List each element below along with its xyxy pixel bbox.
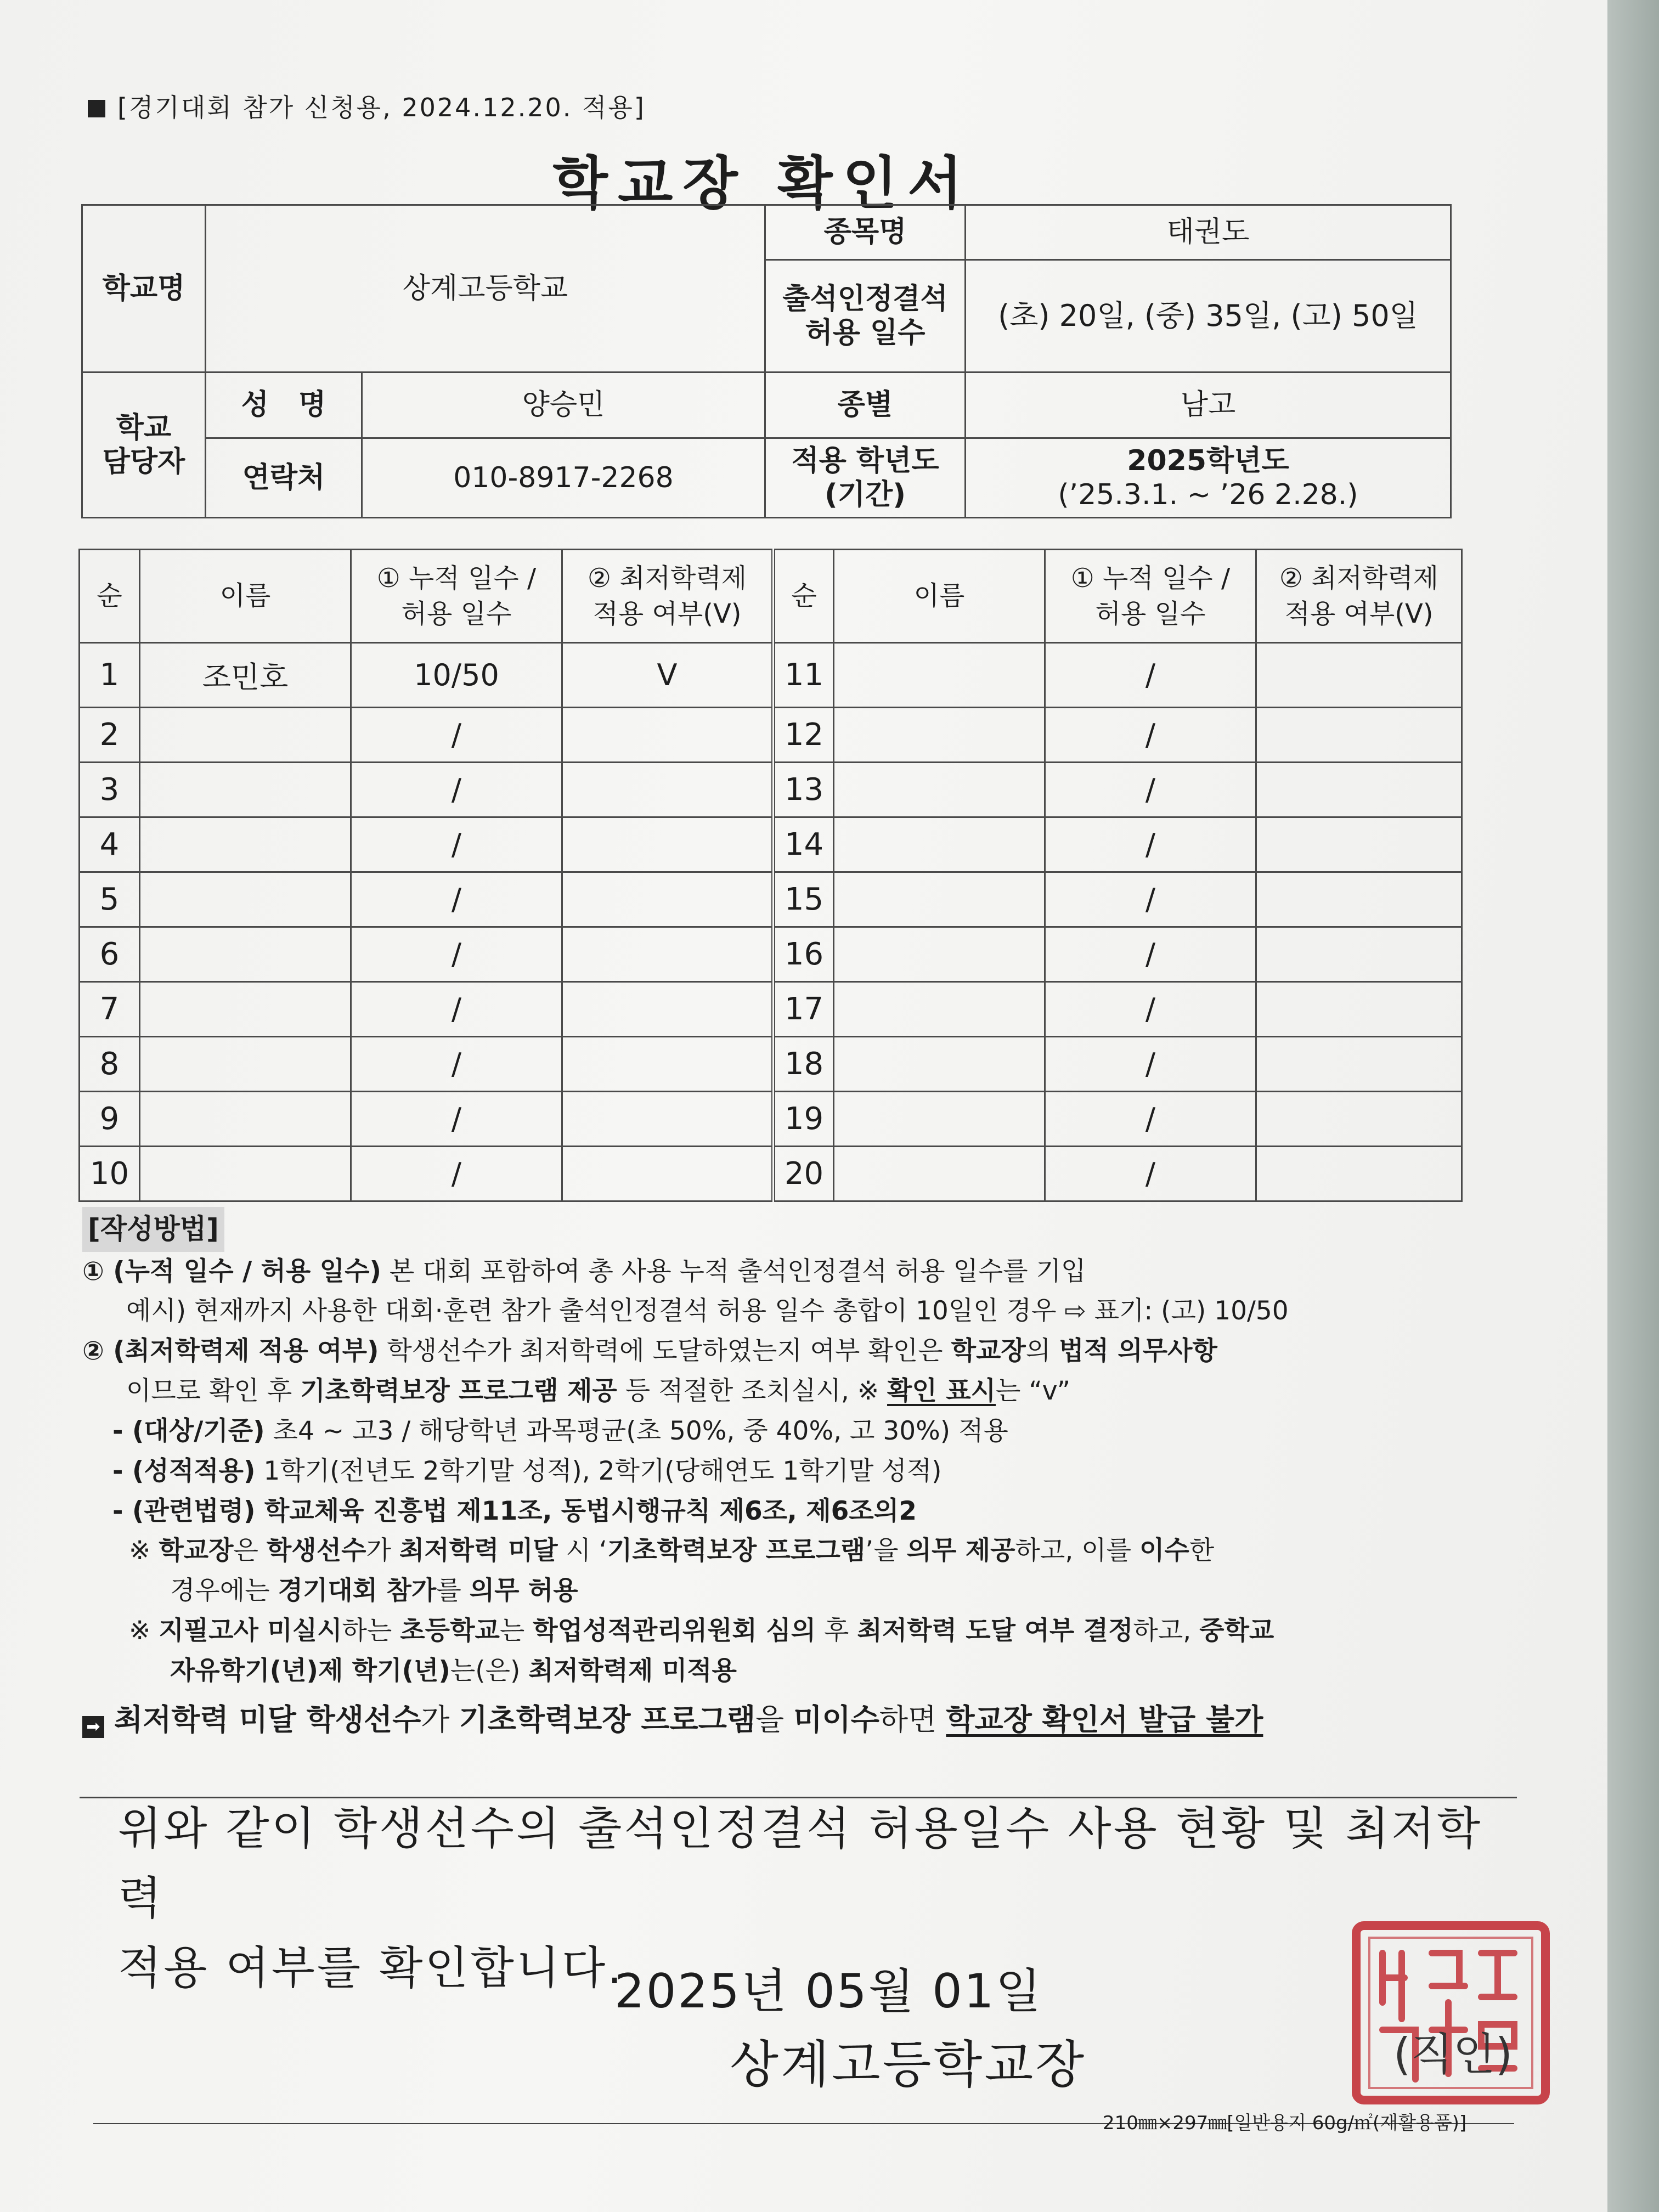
- manager-name-value: 양승민: [362, 373, 765, 438]
- table-row: [80, 1147, 1462, 1201]
- guide-text: 한: [1189, 1536, 1215, 1566]
- school-year-cell: [966, 438, 1451, 518]
- student-name: [834, 708, 1045, 763]
- min-academic-check: [1256, 763, 1462, 817]
- student-name: [140, 1037, 351, 1092]
- student-list-table: [78, 549, 1463, 1202]
- row-number: 14: [774, 817, 834, 872]
- header-min-right: ② 최저학력제 적용 여부(V): [1256, 550, 1462, 643]
- manager-contact-label: 연락처: [206, 438, 362, 518]
- row-number: 11: [774, 643, 834, 708]
- guide-bold: 학교체육 진흥법 제11조, 동법시행규칙 제6조, 제6조의2: [255, 1496, 917, 1526]
- accumulated-days: 10/50: [351, 643, 562, 708]
- accumulated-days: /: [1045, 1092, 1256, 1147]
- min-academic-check: [562, 1037, 774, 1092]
- accumulated-days: /: [1045, 927, 1256, 982]
- accumulated-days: /: [351, 708, 562, 763]
- accumulated-days: /: [1045, 872, 1256, 927]
- min-academic-check: [562, 872, 774, 927]
- min-academic-check: [1256, 982, 1462, 1037]
- guide-text: 가: [421, 1702, 459, 1737]
- guide-bold: 경기대회 참가: [278, 1576, 437, 1606]
- guide-text: ’을: [865, 1536, 907, 1566]
- student-list-body: [80, 550, 1462, 1201]
- guide-text: 경우에는: [170, 1576, 278, 1606]
- guide-bold: 미이수: [793, 1702, 879, 1737]
- guide-text: 등 적절한 조치실시, ※: [617, 1376, 888, 1407]
- min-academic-check: V: [562, 643, 774, 708]
- guide-text: 하면: [879, 1702, 946, 1737]
- accumulated-days: /: [1045, 1037, 1256, 1092]
- accumulated-days: /: [351, 872, 562, 927]
- guide-item-2-line-2: [82, 1372, 1520, 1412]
- min-academic-check: [562, 982, 774, 1037]
- guide-text: 을: [755, 1702, 794, 1737]
- guide-bold: 기초학력보장 프로그램: [459, 1702, 756, 1737]
- row-number: 20: [774, 1147, 834, 1201]
- row-number: 15: [774, 872, 834, 927]
- guide-text: 시 ‘: [557, 1536, 607, 1566]
- confirmation-line-1: 위와 같이 학생선수의 출석인정결석 허용일수 사용 현황 및 최저학력: [118, 1803, 1483, 1925]
- paper-spec: 210㎜×297㎜[일반용지 60g/㎡(재활용품)]: [1103, 2112, 1467, 2134]
- allowed-days-label: 출석인정결석 허용 일수: [765, 260, 966, 373]
- guide-item-1-title: ① (누적 일수 / 허용 일수): [82, 1256, 381, 1286]
- row-number: 3: [80, 763, 140, 817]
- row-number: 8: [80, 1037, 140, 1092]
- student-name: [834, 817, 1045, 872]
- manager-label: 학교 담당자: [82, 373, 206, 518]
- guide-item-2-text: 학생선수가 최저학력에 도달하였는지 여부 확인은: [379, 1336, 951, 1367]
- min-academic-check: [562, 1147, 774, 1201]
- table-row: [80, 763, 1462, 817]
- student-name: [140, 927, 351, 982]
- guide-bold: 지필고사 미실시: [159, 1616, 342, 1646]
- guide-bold: 최저학력제 미적용: [528, 1655, 737, 1686]
- guide-text: 하는: [342, 1616, 400, 1646]
- min-academic-check: [1256, 927, 1462, 982]
- school-label: 학교명: [82, 205, 206, 373]
- min-academic-check: [1256, 1092, 1462, 1147]
- row-number: 12: [774, 708, 834, 763]
- guide-item-2-bold-2: 법적 의무사항: [1059, 1336, 1217, 1367]
- guide-final-warning: [82, 1697, 1520, 1743]
- guide-item-1-example: 예시) 현재까지 사용한 대회·훈련 참가 출석인정결석 허용 일수 총합이 10일인 경우 ⇨ 표기: (고) 10/50: [126, 1296, 1289, 1327]
- accumulated-days: /: [351, 1092, 562, 1147]
- header-name-right: 이름: [834, 550, 1045, 643]
- guide-item-1-text: 본 대회 포함하여 총 사용 누적 출석인정결석 허용 일수를 기입: [381, 1256, 1086, 1286]
- guide-text: 1학기(전년도 2학기말 성적), 2학기(당해연도 1학기말 성적): [255, 1455, 942, 1486]
- writing-guide: [82, 1207, 1520, 1742]
- student-name: [834, 927, 1045, 982]
- guide-bold: 기초학력보장 프로그램: [607, 1536, 866, 1566]
- accumulated-days: /: [1045, 1147, 1256, 1201]
- guide-bold: - (관련법령): [112, 1496, 256, 1526]
- issuer-name: 상계고등학교장: [730, 2035, 1087, 2094]
- student-name: [140, 817, 351, 872]
- student-name: [140, 763, 351, 817]
- row-number: 17: [774, 982, 834, 1037]
- guide-item-1: [82, 1252, 1520, 1292]
- document-title: 학교장 확인서: [552, 150, 973, 217]
- guide-underline: 확인 표시: [887, 1376, 996, 1407]
- guide-text: 이므로 확인 후: [126, 1376, 301, 1407]
- student-name: [834, 763, 1045, 817]
- guide-bold: 최저학력 도달 여부 결정: [857, 1616, 1133, 1646]
- accumulated-days: /: [1045, 643, 1256, 708]
- issue-date: 2025년 05월 01일: [614, 1964, 1043, 2019]
- guide-bold: 기초학력보장 프로그램 제공: [300, 1376, 617, 1407]
- guide-text: 는: [499, 1616, 533, 1646]
- row-number: 7: [80, 982, 140, 1037]
- min-academic-check: [562, 763, 774, 817]
- min-academic-check: [1256, 1037, 1462, 1092]
- accumulated-days: /: [1045, 817, 1256, 872]
- min-academic-check: [1256, 817, 1462, 872]
- guide-item-2: [82, 1331, 1520, 1372]
- student-name: [834, 1147, 1045, 1201]
- student-name: [140, 1092, 351, 1147]
- table-row: [80, 927, 1462, 982]
- header-no-left: 순: [80, 550, 140, 643]
- row-number: 1: [80, 643, 140, 708]
- guide-bold: 의무 허용: [469, 1576, 578, 1606]
- info-table: [81, 204, 1452, 518]
- guide-text: 는 “v”: [996, 1376, 1071, 1407]
- table-row: [80, 1092, 1462, 1147]
- row-number: 10: [80, 1147, 140, 1201]
- guide-bold: 최저학력 미달 학생선수: [114, 1702, 421, 1737]
- school-year-period: (’25.3.1. ~ ’26 2.28.): [1058, 478, 1358, 511]
- list-header-row: [80, 550, 1462, 643]
- min-academic-check: [562, 927, 774, 982]
- guide-heading: [작성방법]: [82, 1207, 224, 1252]
- min-academic-check: [562, 1092, 774, 1147]
- guide-bold: 학업성적관리위원회 심의: [533, 1616, 816, 1646]
- gender-label: 종별: [765, 373, 966, 438]
- row-number: 4: [80, 817, 140, 872]
- guide-text: 후: [816, 1616, 857, 1646]
- table-row: [80, 1037, 1462, 1092]
- guide-bold: - (성적적용): [112, 1455, 256, 1486]
- guide-item-2-bold-1: 학교장: [951, 1336, 1026, 1367]
- student-name: [140, 982, 351, 1037]
- header-name-left: 이름: [140, 550, 351, 643]
- school-year-value: 2025학년도: [1127, 444, 1289, 477]
- guide-bold: - (대상/기준): [112, 1415, 265, 1446]
- guide-text: 하고, 이를: [1015, 1536, 1139, 1566]
- form-tag-text: [경기대회 참가 신청용, 2024.12.20. 적용]: [117, 93, 646, 122]
- student-name: [834, 1037, 1045, 1092]
- min-academic-check: [1256, 643, 1462, 708]
- min-academic-check: [1256, 708, 1462, 763]
- background-edge: [1607, 0, 1659, 2212]
- header-no-right: 순: [774, 550, 834, 643]
- accumulated-days: /: [1045, 708, 1256, 763]
- manager-name-label: 성 명: [206, 373, 362, 438]
- guide-detail-1: [82, 1412, 1520, 1452]
- student-name: [140, 1147, 351, 1201]
- row-number: 5: [80, 872, 140, 927]
- guide-text: 는(은): [450, 1655, 529, 1686]
- guide-item-2-text-2: 의: [1025, 1336, 1059, 1367]
- school-year-label: 적용 학년도 (기간): [765, 438, 966, 518]
- accumulated-days: /: [351, 927, 562, 982]
- min-academic-check: [1256, 1147, 1462, 1201]
- guide-text: 초4 ~ 고3 / 해당학년 과목평균(초 50%, 중 40%, 고 30%) 적용: [264, 1415, 1008, 1446]
- table-row: [80, 872, 1462, 927]
- school-name: 상계고등학교: [206, 205, 765, 373]
- table-row: [80, 817, 1462, 872]
- guide-item-2-title: ② (최저학력제 적용 여부): [82, 1336, 379, 1367]
- guide-bold: 학생선수: [266, 1536, 366, 1566]
- table-row: [80, 708, 1462, 763]
- arrow-box-icon: ➡: [82, 1716, 104, 1738]
- accumulated-days: /: [351, 1037, 562, 1092]
- square-bullet-icon: [88, 100, 105, 117]
- accumulated-days: /: [351, 1147, 562, 1201]
- table-row: [80, 982, 1462, 1037]
- min-academic-check: [562, 708, 774, 763]
- student-name: [834, 982, 1045, 1037]
- note-mark: ※: [129, 1536, 159, 1566]
- guide-bold: 중학교: [1199, 1616, 1274, 1646]
- guide-note-1-line-2: [82, 1571, 1520, 1611]
- guide-bold: 이수: [1139, 1536, 1189, 1566]
- accumulated-days: /: [1045, 763, 1256, 817]
- row-number: 9: [80, 1092, 140, 1147]
- manager-contact-value: 010-8917-2268: [362, 438, 765, 518]
- row-number: 18: [774, 1037, 834, 1092]
- header-days-right: ① 누적 일수 / 허용 일수: [1045, 550, 1256, 643]
- header-days-left: ① 누적 일수 / 허용 일수: [351, 550, 562, 643]
- allowed-days-value: (초) 20일, (중) 35일, (고) 50일: [966, 260, 1451, 373]
- confirmation-line-2: 적용 여부를 확인합니다.: [118, 1942, 624, 1995]
- form-tag: [88, 88, 646, 124]
- guide-bold: 학교장: [159, 1536, 234, 1566]
- student-name: [834, 872, 1045, 927]
- guide-text: 하고,: [1133, 1616, 1200, 1646]
- guide-note-2-line-2: [82, 1651, 1520, 1691]
- min-academic-check: [562, 817, 774, 872]
- row-number: 13: [774, 763, 834, 817]
- guide-note-2: [82, 1611, 1520, 1651]
- guide-underline: 학교장 확인서 발급 불가: [946, 1702, 1263, 1737]
- student-name: [834, 1092, 1045, 1147]
- guide-detail-2: [82, 1452, 1520, 1492]
- seal-label: (직인): [1393, 2029, 1513, 2080]
- accumulated-days: /: [351, 982, 562, 1037]
- guide-text: 은: [233, 1536, 267, 1566]
- guide-bold: 자유학기(년)제 학기(년): [170, 1655, 450, 1686]
- accumulated-days: /: [351, 817, 562, 872]
- sport-value: 태권도: [966, 205, 1451, 260]
- guide-note-1: [82, 1531, 1520, 1571]
- min-academic-check: [1256, 872, 1462, 927]
- table-row: [80, 643, 1462, 708]
- accumulated-days: /: [351, 763, 562, 817]
- guide-bold: 초등학교: [400, 1616, 500, 1646]
- student-name: [140, 872, 351, 927]
- sport-label: 종목명: [765, 205, 966, 260]
- guide-text: 가: [366, 1536, 399, 1566]
- student-name: [834, 643, 1045, 708]
- student-name: [140, 708, 351, 763]
- header-min-left: ② 최저학력제 적용 여부(V): [562, 550, 774, 643]
- row-number: 2: [80, 708, 140, 763]
- guide-bold: 최저학력 미달: [399, 1536, 558, 1566]
- guide-text: 를: [436, 1576, 470, 1606]
- gender-value: 남고: [966, 373, 1451, 438]
- note-mark: ※: [129, 1616, 159, 1646]
- student-name: 조민호: [140, 643, 351, 708]
- row-number: 16: [774, 927, 834, 982]
- accumulated-days: /: [1045, 982, 1256, 1037]
- guide-bold: 의무 제공: [906, 1536, 1015, 1566]
- guide-detail-3: [82, 1492, 1520, 1532]
- row-number: 19: [774, 1092, 834, 1147]
- row-number: 6: [80, 927, 140, 982]
